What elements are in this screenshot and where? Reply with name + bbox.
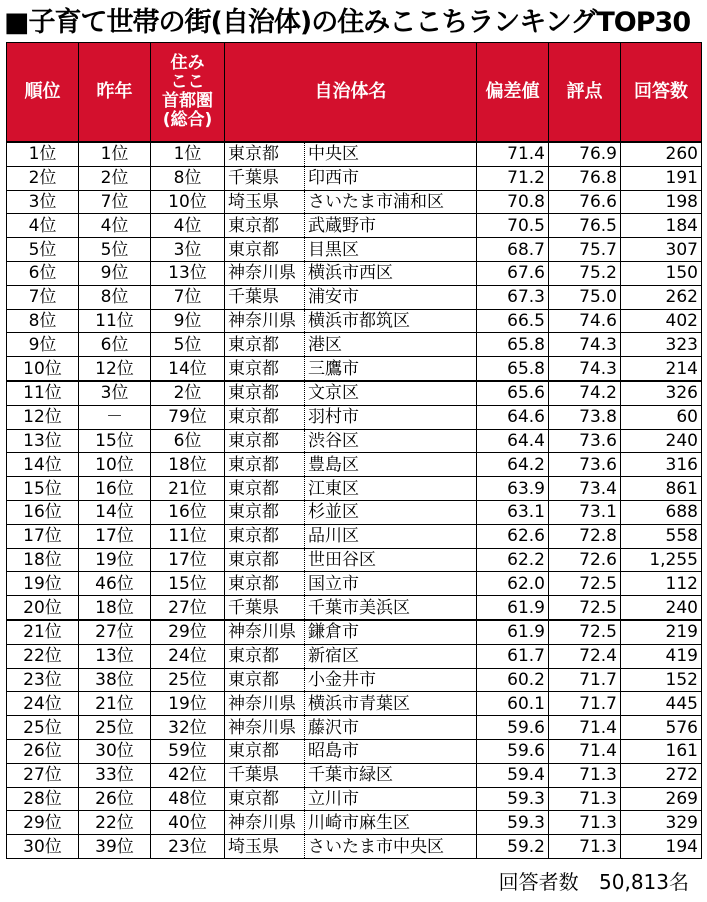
table-row — [7, 692, 702, 716]
cell-deviation: 61.9 — [477, 620, 549, 644]
cell-metro-rank: 18位 — [151, 453, 225, 477]
cell-rank: 1位 — [7, 142, 79, 166]
cell-deviation: 70.5 — [477, 214, 549, 238]
cell-prefecture: 神奈川県 — [225, 309, 305, 333]
cell-score: 71.3 — [549, 787, 621, 811]
cell-city: 三鷹市 — [305, 357, 477, 381]
page-title: ■子育て世帯の街(自治体)の住みここちランキングTOP30 — [4, 7, 691, 38]
cell-last-year: 4位 — [79, 214, 151, 238]
cell-last-year: 2位 — [79, 166, 151, 190]
table-row — [7, 668, 702, 692]
cell-deviation: 67.6 — [477, 261, 549, 285]
cell-responses: 445 — [621, 692, 702, 716]
cell-rank: 27位 — [7, 763, 79, 787]
cell-metro-rank: 16位 — [151, 500, 225, 524]
cell-responses: 184 — [621, 214, 702, 238]
cell-score: 73.6 — [549, 453, 621, 477]
cell-city: 川崎市麻生区 — [305, 811, 477, 835]
cell-city: 中央区 — [305, 142, 477, 166]
cell-metro-rank: 19位 — [151, 692, 225, 716]
cell-responses: 419 — [621, 644, 702, 668]
cell-responses: 316 — [621, 453, 702, 477]
cell-rank: 13位 — [7, 429, 79, 453]
table-row — [7, 811, 702, 835]
cell-score: 71.3 — [549, 811, 621, 835]
cell-last-year: 33位 — [79, 763, 151, 787]
cell-prefecture: 東京都 — [225, 238, 305, 262]
cell-last-year: － — [79, 405, 151, 429]
ranking-body — [7, 142, 702, 858]
table-row — [7, 429, 702, 453]
cell-responses: 269 — [621, 787, 702, 811]
cell-score: 73.6 — [549, 429, 621, 453]
cell-score: 74.3 — [549, 333, 621, 357]
cell-score: 71.3 — [549, 835, 621, 859]
cell-last-year: 6位 — [79, 333, 151, 357]
cell-deviation: 65.8 — [477, 333, 549, 357]
cell-deviation: 59.6 — [477, 716, 549, 740]
table-row — [7, 405, 702, 429]
cell-city: 立川市 — [305, 787, 477, 811]
cell-last-year: 22位 — [79, 811, 151, 835]
col-header-metro-line: (総合) — [162, 110, 213, 130]
cell-score: 75.0 — [549, 285, 621, 309]
table-row — [7, 644, 702, 668]
table-row — [7, 357, 702, 381]
cell-deviation: 64.2 — [477, 453, 549, 477]
cell-deviation: 63.1 — [477, 500, 549, 524]
cell-prefecture: 東京都 — [225, 500, 305, 524]
table-row — [7, 381, 702, 405]
cell-responses: 861 — [621, 477, 702, 501]
respondent-count — [485, 866, 689, 895]
cell-rank: 20位 — [7, 596, 79, 620]
table-row — [7, 238, 702, 262]
cell-last-year: 11位 — [79, 309, 151, 333]
cell-rank: 12位 — [7, 405, 79, 429]
cell-rank: 15位 — [7, 477, 79, 501]
cell-responses: 1,255 — [621, 548, 702, 572]
cell-responses: 262 — [621, 285, 702, 309]
cell-responses: 240 — [621, 429, 702, 453]
col-header-municipality: 自治体名 — [225, 43, 477, 143]
cell-last-year: 12位 — [79, 357, 151, 381]
cell-score: 76.9 — [549, 142, 621, 166]
cell-city: 浦安市 — [305, 285, 477, 309]
cell-responses: 240 — [621, 596, 702, 620]
table-row — [7, 787, 702, 811]
cell-metro-rank: 5位 — [151, 333, 225, 357]
cell-rank: 11位 — [7, 381, 79, 405]
cell-responses: 576 — [621, 716, 702, 740]
cell-city: 豊島区 — [305, 453, 477, 477]
cell-deviation: 68.7 — [477, 238, 549, 262]
table-row — [7, 500, 702, 524]
cell-metro-rank: 15位 — [151, 572, 225, 596]
col-header-metro-rank — [151, 43, 225, 143]
cell-prefecture: 東京都 — [225, 524, 305, 548]
col-header-responses: 回答数 — [621, 43, 702, 143]
cell-rank: 26位 — [7, 739, 79, 763]
cell-score: 74.6 — [549, 309, 621, 333]
cell-score: 76.5 — [549, 214, 621, 238]
cell-responses: 688 — [621, 500, 702, 524]
cell-deviation: 71.2 — [477, 166, 549, 190]
cell-metro-rank: 48位 — [151, 787, 225, 811]
cell-prefecture: 神奈川県 — [225, 811, 305, 835]
cell-deviation: 63.9 — [477, 477, 549, 501]
cell-score: 76.6 — [549, 190, 621, 214]
cell-rank: 3位 — [7, 190, 79, 214]
cell-prefecture: 神奈川県 — [225, 261, 305, 285]
cell-prefecture: 千葉県 — [225, 763, 305, 787]
cell-score: 72.8 — [549, 524, 621, 548]
cell-rank: 6位 — [7, 261, 79, 285]
cell-rank: 24位 — [7, 692, 79, 716]
cell-city: 港区 — [305, 333, 477, 357]
table-row — [7, 190, 702, 214]
table-row — [7, 835, 702, 859]
cell-score: 71.3 — [549, 763, 621, 787]
cell-rank: 9位 — [7, 333, 79, 357]
cell-metro-rank: 2位 — [151, 381, 225, 405]
cell-responses: 323 — [621, 333, 702, 357]
cell-deviation: 59.3 — [477, 811, 549, 835]
cell-prefecture: 東京都 — [225, 572, 305, 596]
cell-city: 千葉市緑区 — [305, 763, 477, 787]
cell-deviation: 71.4 — [477, 142, 549, 166]
cell-last-year: 21位 — [79, 692, 151, 716]
cell-deviation: 59.6 — [477, 739, 549, 763]
table-row — [7, 453, 702, 477]
cell-score: 74.3 — [549, 357, 621, 381]
cell-last-year: 46位 — [79, 572, 151, 596]
cell-responses: 194 — [621, 835, 702, 859]
cell-prefecture: 東京都 — [225, 214, 305, 238]
cell-responses: 60 — [621, 405, 702, 429]
cell-city: 江東区 — [305, 477, 477, 501]
cell-city: 横浜市西区 — [305, 261, 477, 285]
cell-prefecture: 千葉県 — [225, 166, 305, 190]
cell-rank: 5位 — [7, 238, 79, 262]
cell-city: 小金井市 — [305, 668, 477, 692]
cell-city: 昭島市 — [305, 739, 477, 763]
cell-deviation: 61.7 — [477, 644, 549, 668]
cell-city: さいたま市中央区 — [305, 835, 477, 859]
cell-metro-rank: 6位 — [151, 429, 225, 453]
cell-city: 鎌倉市 — [305, 620, 477, 644]
cell-responses: 329 — [621, 811, 702, 835]
cell-responses: 112 — [621, 572, 702, 596]
cell-last-year: 39位 — [79, 835, 151, 859]
cell-last-year: 14位 — [79, 500, 151, 524]
cell-prefecture: 東京都 — [225, 453, 305, 477]
cell-city: さいたま市浦和区 — [305, 190, 477, 214]
table-row — [7, 285, 702, 309]
cell-last-year: 1位 — [79, 142, 151, 166]
cell-score: 75.2 — [549, 261, 621, 285]
table-row — [7, 763, 702, 787]
cell-metro-rank: 10位 — [151, 190, 225, 214]
cell-score: 76.8 — [549, 166, 621, 190]
cell-responses: 307 — [621, 238, 702, 262]
cell-prefecture: 東京都 — [225, 548, 305, 572]
table-row — [7, 716, 702, 740]
respondent-count-value: 50,813名 — [599, 870, 689, 894]
cell-score: 72.5 — [549, 572, 621, 596]
cell-score: 75.7 — [549, 238, 621, 262]
cell-city: 渋谷区 — [305, 429, 477, 453]
cell-responses: 198 — [621, 190, 702, 214]
cell-metro-rank: 29位 — [151, 620, 225, 644]
cell-prefecture: 東京都 — [225, 142, 305, 166]
cell-deviation: 62.0 — [477, 572, 549, 596]
col-header-rank: 順位 — [7, 43, 79, 143]
cell-last-year: 18位 — [79, 596, 151, 620]
cell-metro-rank: 23位 — [151, 835, 225, 859]
cell-city: 武蔵野市 — [305, 214, 477, 238]
cell-last-year: 9位 — [79, 261, 151, 285]
cell-rank: 23位 — [7, 668, 79, 692]
cell-last-year: 16位 — [79, 477, 151, 501]
cell-prefecture: 東京都 — [225, 429, 305, 453]
table-row — [7, 166, 702, 190]
cell-city: 杉並区 — [305, 500, 477, 524]
cell-deviation: 64.6 — [477, 405, 549, 429]
header-row — [7, 43, 702, 143]
cell-responses: 558 — [621, 524, 702, 548]
cell-metro-rank: 3位 — [151, 238, 225, 262]
cell-score: 71.4 — [549, 716, 621, 740]
cell-deviation: 60.2 — [477, 668, 549, 692]
cell-score: 73.1 — [549, 500, 621, 524]
table-row — [7, 142, 702, 166]
cell-city: 印西市 — [305, 166, 477, 190]
cell-score: 72.6 — [549, 548, 621, 572]
cell-prefecture: 東京都 — [225, 357, 305, 381]
table-row — [7, 261, 702, 285]
table-row — [7, 620, 702, 644]
cell-rank: 29位 — [7, 811, 79, 835]
cell-city: 千葉市美浜区 — [305, 596, 477, 620]
cell-score: 72.5 — [549, 596, 621, 620]
table-row — [7, 333, 702, 357]
cell-rank: 21位 — [7, 620, 79, 644]
cell-rank: 30位 — [7, 835, 79, 859]
cell-prefecture: 東京都 — [225, 644, 305, 668]
cell-rank: 8位 — [7, 309, 79, 333]
cell-prefecture: 東京都 — [225, 333, 305, 357]
cell-metro-rank: 13位 — [151, 261, 225, 285]
ranking-table — [6, 42, 702, 859]
cell-metro-rank: 27位 — [151, 596, 225, 620]
cell-rank: 16位 — [7, 500, 79, 524]
cell-rank: 7位 — [7, 285, 79, 309]
cell-score: 71.4 — [549, 739, 621, 763]
cell-prefecture: 埼玉県 — [225, 835, 305, 859]
cell-responses: 214 — [621, 357, 702, 381]
cell-score: 71.7 — [549, 668, 621, 692]
cell-rank: 25位 — [7, 716, 79, 740]
cell-prefecture: 千葉県 — [225, 285, 305, 309]
cell-deviation: 60.1 — [477, 692, 549, 716]
cell-prefecture: 東京都 — [225, 477, 305, 501]
cell-score: 74.2 — [549, 381, 621, 405]
cell-city: 横浜市青葉区 — [305, 692, 477, 716]
cell-metro-rank: 42位 — [151, 763, 225, 787]
cell-city: 品川区 — [305, 524, 477, 548]
cell-deviation: 61.9 — [477, 596, 549, 620]
cell-last-year: 13位 — [79, 644, 151, 668]
cell-metro-rank: 32位 — [151, 716, 225, 740]
cell-responses: 272 — [621, 763, 702, 787]
cell-responses: 260 — [621, 142, 702, 166]
cell-metro-rank: 9位 — [151, 309, 225, 333]
cell-last-year: 8位 — [79, 285, 151, 309]
cell-responses: 161 — [621, 739, 702, 763]
cell-city: 新宿区 — [305, 644, 477, 668]
cell-metro-rank: 59位 — [151, 739, 225, 763]
cell-rank: 14位 — [7, 453, 79, 477]
cell-city: 文京区 — [305, 381, 477, 405]
cell-prefecture: 東京都 — [225, 405, 305, 429]
cell-deviation: 65.8 — [477, 357, 549, 381]
cell-score: 71.7 — [549, 692, 621, 716]
cell-responses: 219 — [621, 620, 702, 644]
cell-deviation: 59.3 — [477, 787, 549, 811]
cell-city: 羽村市 — [305, 405, 477, 429]
table-row — [7, 596, 702, 620]
cell-prefecture: 東京都 — [225, 739, 305, 763]
cell-score: 72.5 — [549, 620, 621, 644]
cell-metro-rank: 79位 — [151, 405, 225, 429]
cell-city: 目黒区 — [305, 238, 477, 262]
cell-prefecture: 東京都 — [225, 787, 305, 811]
table-row — [7, 739, 702, 763]
cell-score: 73.8 — [549, 405, 621, 429]
cell-last-year: 27位 — [79, 620, 151, 644]
cell-rank: 28位 — [7, 787, 79, 811]
cell-metro-rank: 25位 — [151, 668, 225, 692]
cell-city: 国立市 — [305, 572, 477, 596]
table-row — [7, 524, 702, 548]
cell-rank: 18位 — [7, 548, 79, 572]
cell-last-year: 26位 — [79, 787, 151, 811]
cell-metro-rank: 8位 — [151, 166, 225, 190]
respondent-count-label: 回答者数 — [498, 870, 579, 894]
cell-last-year: 10位 — [79, 453, 151, 477]
col-header-metro-line: ここ — [170, 72, 205, 92]
cell-score: 73.4 — [549, 477, 621, 501]
cell-city: 横浜市都筑区 — [305, 309, 477, 333]
cell-deviation: 67.3 — [477, 285, 549, 309]
cell-city: 世田谷区 — [305, 548, 477, 572]
cell-metro-rank: 1位 — [151, 142, 225, 166]
cell-responses: 326 — [621, 381, 702, 405]
cell-deviation: 64.4 — [477, 429, 549, 453]
cell-rank: 22位 — [7, 644, 79, 668]
cell-rank: 4位 — [7, 214, 79, 238]
cell-rank: 19位 — [7, 572, 79, 596]
cell-deviation: 66.5 — [477, 309, 549, 333]
cell-prefecture: 神奈川県 — [225, 692, 305, 716]
cell-deviation: 65.6 — [477, 381, 549, 405]
cell-last-year: 5位 — [79, 238, 151, 262]
cell-city: 藤沢市 — [305, 716, 477, 740]
cell-rank: 10位 — [7, 357, 79, 381]
cell-last-year: 38位 — [79, 668, 151, 692]
cell-rank: 2位 — [7, 166, 79, 190]
cell-prefecture: 埼玉県 — [225, 190, 305, 214]
cell-responses: 152 — [621, 668, 702, 692]
cell-rank: 17位 — [7, 524, 79, 548]
cell-metro-rank: 24位 — [151, 644, 225, 668]
cell-responses: 191 — [621, 166, 702, 190]
table-row — [7, 214, 702, 238]
cell-deviation: 62.6 — [477, 524, 549, 548]
col-header-metro-line: 住み — [170, 53, 205, 73]
cell-deviation: 62.2 — [477, 548, 549, 572]
cell-responses: 402 — [621, 309, 702, 333]
table-row — [7, 309, 702, 333]
cell-responses: 150 — [621, 261, 702, 285]
cell-last-year: 7位 — [79, 190, 151, 214]
cell-metro-rank: 40位 — [151, 811, 225, 835]
cell-prefecture: 東京都 — [225, 668, 305, 692]
cell-last-year: 19位 — [79, 548, 151, 572]
cell-metro-rank: 7位 — [151, 285, 225, 309]
col-header-score: 評点 — [549, 43, 621, 143]
cell-prefecture: 神奈川県 — [225, 620, 305, 644]
cell-prefecture: 神奈川県 — [225, 716, 305, 740]
cell-metro-rank: 21位 — [151, 477, 225, 501]
cell-last-year: 30位 — [79, 739, 151, 763]
cell-score: 72.4 — [549, 644, 621, 668]
cell-prefecture: 千葉県 — [225, 596, 305, 620]
cell-metro-rank: 4位 — [151, 214, 225, 238]
cell-last-year: 25位 — [79, 716, 151, 740]
cell-last-year: 3位 — [79, 381, 151, 405]
cell-deviation: 59.4 — [477, 763, 549, 787]
cell-metro-rank: 11位 — [151, 524, 225, 548]
cell-metro-rank: 14位 — [151, 357, 225, 381]
cell-deviation: 59.2 — [477, 835, 549, 859]
col-header-deviation: 偏差値 — [477, 43, 549, 143]
table-row — [7, 477, 702, 501]
cell-metro-rank: 17位 — [151, 548, 225, 572]
cell-last-year: 17位 — [79, 524, 151, 548]
col-header-metro-line: 首都圏 — [162, 91, 213, 111]
table-row — [7, 548, 702, 572]
cell-prefecture: 東京都 — [225, 381, 305, 405]
col-header-last-year: 昨年 — [79, 43, 151, 143]
table-row — [7, 572, 702, 596]
cell-last-year: 15位 — [79, 429, 151, 453]
cell-deviation: 70.8 — [477, 190, 549, 214]
